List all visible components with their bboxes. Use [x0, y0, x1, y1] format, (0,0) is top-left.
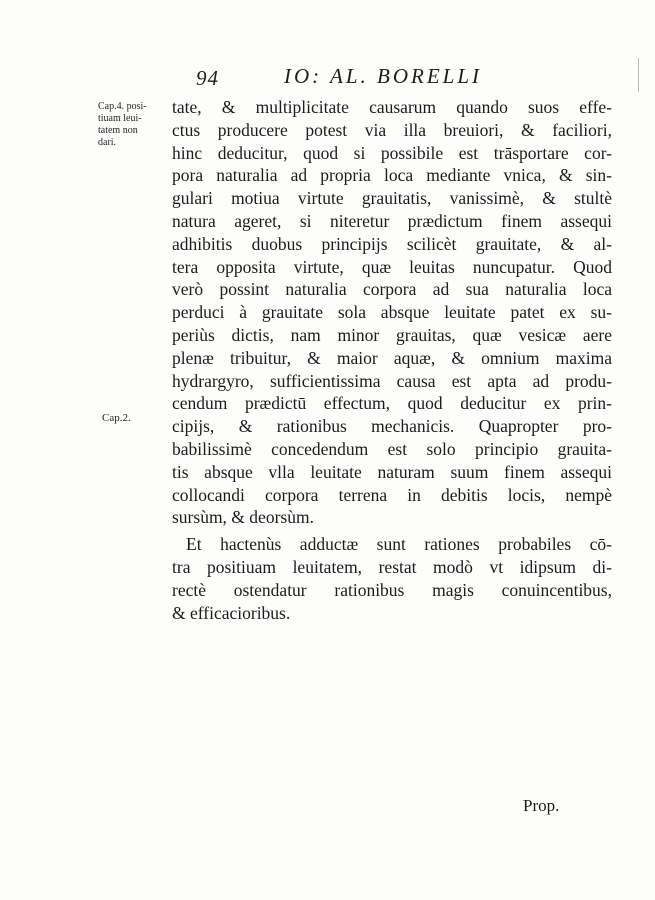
text-line: Et hactenùs adductæ sunt rationes probabiles cō-	[186, 534, 612, 555]
paragraph-2	[172, 533, 612, 624]
text-line: rectè ostendatur rationibus magis conuincentibus,	[172, 579, 612, 600]
text-line: gulari motiua virtute grauitatis, vanissimè, & stultè	[172, 188, 612, 209]
text-line: tate, & multiplicitate causarum quando suos effe-	[172, 97, 612, 117]
text-line: collocandi corpora terrena in debitis locis, nempè	[172, 484, 612, 505]
margin-note-cap-2: Cap.2.	[102, 412, 131, 424]
running-head: IO: AL. BORELLI	[284, 64, 483, 88]
text-line: verò possint naturalia corpora ad sua naturalia loca	[172, 279, 612, 300]
text-line: pora naturalia ad propria loca mediante vnica, & sin-	[172, 165, 612, 186]
page-number: 94	[196, 66, 219, 90]
text-line: tera opposita virtute, quæ leuitas nuncupatur. Quod	[172, 256, 612, 277]
text-line: ctus producere potest via illa breuiori, & faciliori,	[172, 119, 612, 140]
text-line: cendum prædictū effectum, quod deducitur ex prin-	[172, 393, 612, 414]
text-line: adhibitis duobus principijs scilicèt grauitate, & al-	[172, 233, 612, 254]
text-line: babilissimè concedendum est solo principio grauita-	[172, 438, 612, 459]
text-line: cipijs, & rationibus mechanicis. Quapropter pro-	[172, 416, 612, 437]
text-line: sursùm, & deorsùm.	[172, 507, 314, 528]
text-line: perduci à grauitate sola absque leuitate patet ex su-	[172, 302, 612, 323]
page-edge-mark	[638, 58, 639, 92]
catchword: Prop.	[523, 796, 560, 815]
main-text	[172, 96, 612, 624]
text-line: plenæ tribuitur, & maior aquæ, & omnium maxima	[172, 347, 612, 368]
text-line: hinc deducitur, quod si possibile est trāsportare cor-	[172, 142, 612, 163]
text-line: periùs dictis, nam minor grauitas, quæ vesicæ aere	[172, 324, 612, 345]
text-line: hydrargyro, sufficientissima causa est apta ad produ-	[172, 370, 612, 391]
text-line: natura ageret, si niteretur prædictum finem assequi	[172, 210, 612, 231]
margin-note-positive-levity: Cap.4. posi- tiuam leui- tatem non dari.	[98, 101, 147, 148]
text-line: tra positiuam leuitatem, restat modò vt idipsum di-	[172, 556, 612, 577]
paragraph-1	[172, 96, 612, 529]
text-line: tis absque vlla leuitate naturam suum finem assequi	[172, 461, 612, 482]
text-line: & efficacioribus.	[172, 602, 291, 623]
